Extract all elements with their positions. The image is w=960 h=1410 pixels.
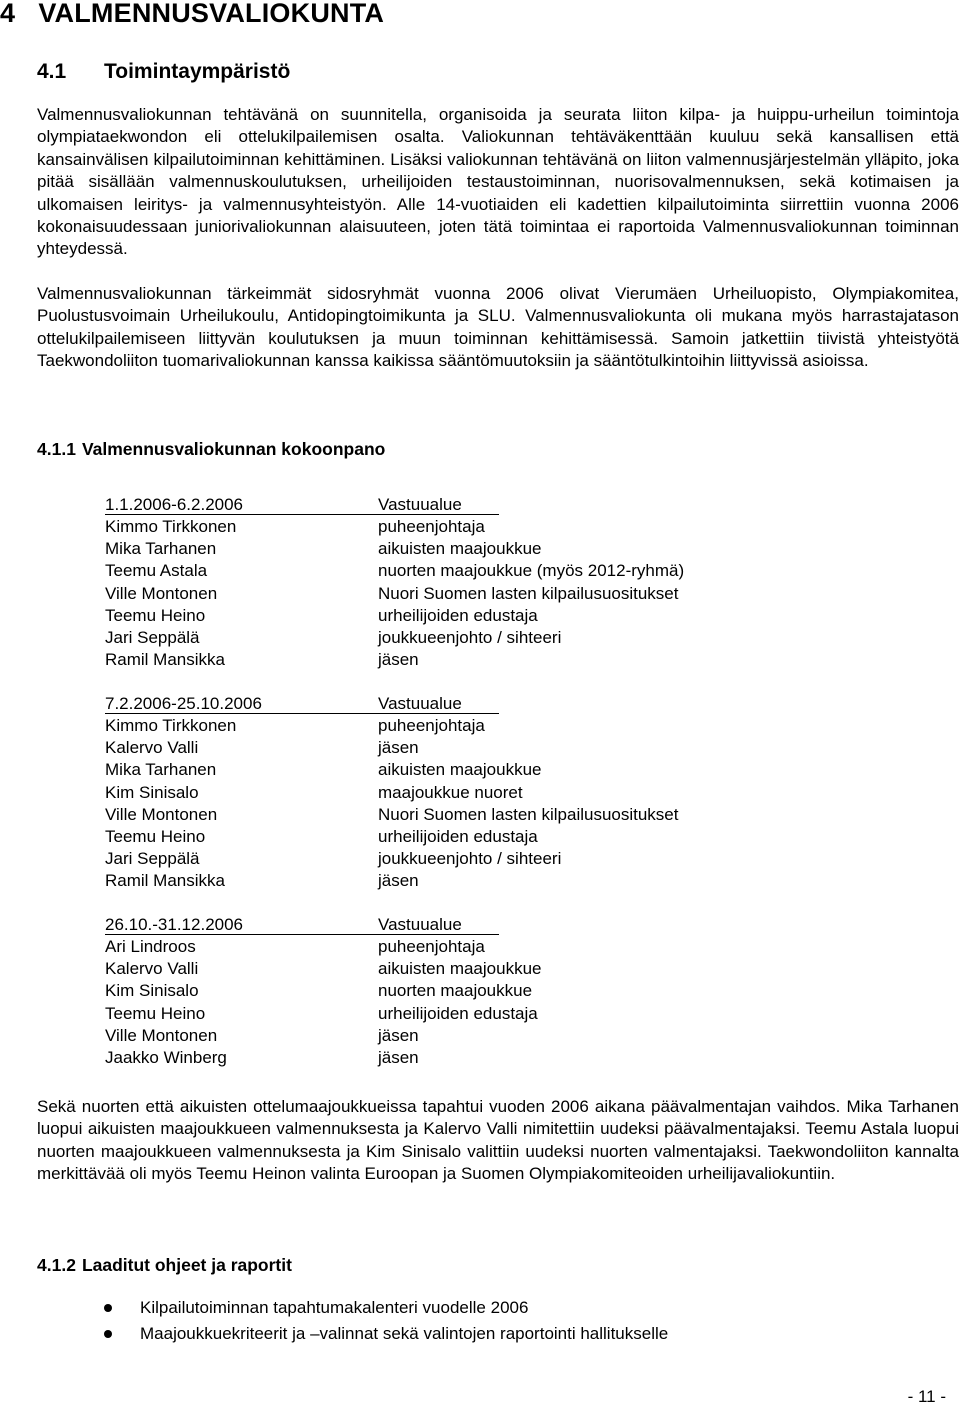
paragraph-stakeholders: Valmennusvaliokunnan tärkeimmät sidosryhmät vuonna 2006 olivat Vierumäen Urheiluopisto, Olympiakomitea, Puolustusvoimain Urheilukoulu, Antidopingtoimikunta ja SLU. Valmennusvaliokunta oli mukana myös harrastajatason ottelukilpailemiseen liittyvän koulutuksen ja muun toiminnan kehittämisessä. Samoin jatkettiin tiivistä yhteistyötä Taekwondoliiton tuomarivaliokunnan kanssa kaikissa sääntömuutoksiin ja sääntötulkintoihin liittyvissä asioissa. bbox=[37, 284, 959, 371]
member-row bbox=[105, 848, 679, 870]
paragraph-coach-changes: Sekä nuorten että aikuisten ottelumaajoukkueissa tapahtui vuoden 2006 aikana päävalmentajan vaihdos. Mika Tarhanen luopui aikuisten maajoukkueen valmennuksesta ja Kalervo Valli nimitettiin uudeksi päävalmentajaksi. Teemu Astala luopui nuorten maajoukkueen valmennuksesta ja Kim Sinisalo valittiin uudeksi nuorten valmentajaksi. Taekwondoliiton kannalta merkittävää oli myös Teemu Heinon valinta Euroopan ja Suomen Olympiakomiteoiden urheilijavaliokuntiin. bbox=[37, 1097, 959, 1184]
roster-period-2 bbox=[105, 693, 679, 892]
list-item bbox=[0, 1295, 668, 1321]
period-header bbox=[105, 494, 499, 515]
member-role: puheenjohtaja bbox=[378, 937, 485, 957]
member-row bbox=[105, 826, 679, 848]
period-role-header: Vastuualue bbox=[378, 694, 462, 713]
section-title: Toimintaympäristö bbox=[104, 60, 291, 83]
member-role: joukkueenjohto / sihteeri bbox=[378, 849, 562, 868]
member-name: Ramil Mansikka bbox=[105, 650, 225, 669]
reports-list bbox=[0, 1295, 668, 1347]
member-role: urheilijoiden edustaja bbox=[378, 1003, 538, 1023]
list-item-text: Kilpailutoiminnan tapahtumakalenteri vuodelle 2006 bbox=[140, 1298, 529, 1317]
member-name: Kimmo Tirkkonen bbox=[105, 716, 237, 736]
bullet-icon bbox=[104, 1330, 112, 1338]
period-dates: 26.10.-31.12.2006 bbox=[105, 915, 244, 934]
member-role: nuorten maajoukkue bbox=[378, 981, 533, 1001]
subsection-title: Laaditut ohjeet ja raportit bbox=[81, 1255, 292, 1275]
member-role: joukkueenjohto / sihteeri bbox=[378, 627, 562, 647]
section-number: 4.1 bbox=[37, 60, 67, 83]
member-role: Nuori Suomen lasten kilpailusuositukset bbox=[378, 583, 679, 603]
member-name: Kalervo Valli bbox=[105, 959, 199, 979]
member-name: Kim Sinisalo bbox=[105, 981, 199, 1001]
member-row bbox=[105, 759, 679, 781]
member-row bbox=[105, 737, 679, 759]
member-role: jäsen bbox=[378, 1025, 419, 1045]
member-row bbox=[105, 958, 541, 980]
subsection-title: Valmennusvaliokunnan kokoonpano bbox=[81, 439, 386, 459]
member-row bbox=[105, 560, 684, 582]
member-row bbox=[105, 1047, 541, 1069]
member-row bbox=[105, 715, 679, 737]
member-name: Kimmo Tirkkonen bbox=[105, 517, 237, 537]
member-name: Teemu Heino bbox=[105, 1003, 206, 1023]
subsection-heading-reports bbox=[37, 1255, 292, 1276]
subsection-number: 4.1.2 bbox=[37, 1255, 76, 1275]
member-role: jäsen bbox=[378, 1047, 419, 1067]
member-name: Jaakko Winberg bbox=[105, 1047, 227, 1067]
roster-period-1 bbox=[105, 494, 684, 671]
member-row bbox=[105, 1003, 541, 1025]
member-role: puheenjohtaja bbox=[378, 517, 485, 537]
member-role: urheilijoiden edustaja bbox=[378, 826, 538, 846]
member-role: jäsen bbox=[378, 650, 419, 669]
member-role: jäsen bbox=[378, 738, 419, 758]
member-role: nuorten maajoukkue (myös 2012-ryhmä) bbox=[378, 561, 685, 581]
member-role: urheilijoiden edustaja bbox=[378, 605, 538, 625]
member-role: puheenjohtaja bbox=[378, 716, 485, 736]
member-name: Jari Seppälä bbox=[105, 849, 200, 868]
member-name: Kim Sinisalo bbox=[105, 782, 199, 802]
member-role: jäsen bbox=[378, 871, 419, 891]
member-row bbox=[105, 936, 541, 958]
member-row bbox=[105, 782, 679, 804]
member-row bbox=[105, 627, 684, 649]
roster-period-3 bbox=[105, 914, 541, 1069]
period-dates: 1.1.2006-6.2.2006 bbox=[105, 495, 244, 514]
page-number: - 11 - bbox=[907, 1387, 946, 1406]
member-role: aikuisten maajoukkue bbox=[378, 959, 542, 979]
member-row bbox=[105, 649, 684, 671]
section-heading bbox=[37, 60, 290, 84]
bullet-icon bbox=[104, 1304, 112, 1312]
member-name: Mika Tarhanen bbox=[105, 539, 217, 559]
subsection-heading-composition bbox=[37, 439, 385, 460]
member-name: Ville Montonen bbox=[105, 804, 218, 824]
member-row bbox=[105, 538, 684, 560]
chapter-heading bbox=[0, 0, 384, 29]
member-name: Teemu Heino bbox=[105, 605, 206, 625]
list-item bbox=[0, 1321, 668, 1347]
chapter-title: VALMENNUSVALIOKUNTA bbox=[38, 0, 385, 28]
member-row bbox=[105, 804, 679, 826]
member-row bbox=[105, 516, 684, 538]
member-name: Teemu Heino bbox=[105, 826, 206, 846]
member-name: Kalervo Valli bbox=[105, 738, 199, 758]
member-role: maajoukkue nuoret bbox=[378, 782, 523, 802]
period-header bbox=[105, 914, 499, 935]
member-role: aikuisten maajoukkue bbox=[378, 539, 542, 559]
paragraph-responsibilities: Valmennusvaliokunnan tehtävänä on suunnitella, organisoida ja seurata liiton kilpa- ja huippu-urheilun toimintoja olympiataekwondon eli ottelukilpailemisen osalta. Valiokunnan tehtäväkenttään kuuluu sekä kansallisen että kansainvälisen kilpailutoiminnan kehittäminen. Lisäksi valiokunnan tehtävänä on liiton valmennusjärjestelmän ylläpito, joka pitää sisällään valmennuskoulutuksen, urheilijoiden testaustoiminnan, nuorisovalmennuksen, sekä kotimaisen ja ulkomaisen leiritys- ja valmennusyhteistyön. Alle 14-vuotiaiden eli kadettien kilpailutoiminta siirrettiin vuonna 2006 kokonaisuudessaan juniorivaliokunnan alaisuuteen, joten tätä toimintaa ei raportoida Valmennusvaliokunnan toiminnan yhteydessä. bbox=[37, 105, 959, 259]
period-role-header: Vastuualue bbox=[378, 495, 462, 514]
subsection-number: 4.1.1 bbox=[37, 439, 76, 459]
member-role: Nuori Suomen lasten kilpailusuositukset bbox=[378, 804, 679, 824]
member-name: Ville Montonen bbox=[105, 1025, 218, 1045]
member-row bbox=[105, 870, 679, 892]
list-item-text: Maajoukkuekriteerit ja –valinnat sekä valintojen raportointi hallitukselle bbox=[140, 1324, 669, 1343]
member-name: Mika Tarhanen bbox=[105, 760, 217, 780]
member-name: Ramil Mansikka bbox=[105, 871, 225, 891]
member-name: Jari Seppälä bbox=[105, 627, 200, 647]
period-role-header: Vastuualue bbox=[378, 915, 462, 934]
period-dates: 7.2.2006-25.10.2006 bbox=[105, 694, 262, 713]
member-name: Teemu Astala bbox=[105, 561, 208, 581]
member-row bbox=[105, 605, 684, 627]
member-name: Ari Lindroos bbox=[105, 937, 196, 957]
chapter-number: 4 bbox=[0, 0, 16, 28]
member-role: aikuisten maajoukkue bbox=[378, 760, 542, 780]
member-row bbox=[105, 1025, 541, 1047]
member-name: Ville Montonen bbox=[105, 583, 218, 603]
member-row bbox=[105, 583, 684, 605]
member-row bbox=[105, 980, 541, 1002]
period-header bbox=[105, 693, 499, 714]
